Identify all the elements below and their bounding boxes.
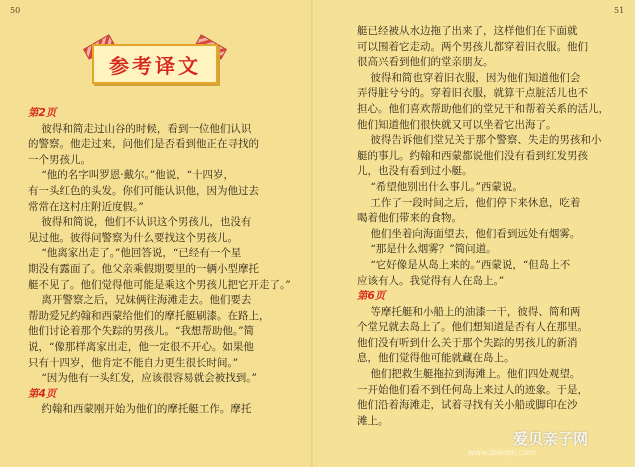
text-line: 他们把救生艇拖拉到海滩上。他们四处观望。 xyxy=(357,368,581,381)
text-line: 他们没有听到什么关于那个失踪的男孩儿的新消 xyxy=(357,336,578,349)
text-line: “希望他别出什么事儿。”西蒙说。 xyxy=(357,180,523,193)
text-line: 有一头红色的头发。你们可能认识他，因为他过去 xyxy=(28,184,259,197)
text-line: 期没有露面了。他父亲乘假期要里的一辆小型摩托 xyxy=(28,262,259,275)
text-line: 可以围着它走动。两个男孩儿都穿着旧衣服。他们 xyxy=(357,40,588,53)
text-line: 见过他。彼得问警察为什么要找这个男孩儿。 xyxy=(28,231,238,244)
text-line: 担心。他们喜欢帮助他们的堂兄干和帮着关系的活儿， xyxy=(357,102,609,115)
text-line: 彼得告诉他们堂兄关于那个警察、失走的男孩和小 xyxy=(357,134,602,147)
text-line: “因为他有一头红发，应该很容易就会被找到。” xyxy=(28,372,257,385)
text-line: “他离家出走了。”他回答说，“已经有一个星 xyxy=(28,247,242,260)
text-line: 喝着他们带来的食物。 xyxy=(357,212,462,225)
text-line: 艇不见了。他们觉得他可能是乘这个男孩儿把它开走了。” xyxy=(28,278,291,291)
left-page-text xyxy=(28,106,310,418)
text-line: 很高兴看到他们的堂亲朋友。 xyxy=(357,56,494,69)
text-line: 约翰和西蒙刚开始为他们的摩托艇工作。摩托 xyxy=(28,403,252,416)
watermark-url: www.ibeiqin.com xyxy=(468,448,536,457)
text-line: 他们知道他们很快就又可以坐着它出海了。 xyxy=(357,118,557,131)
text-line: 他们讨论着那个失踪的男孩儿。“我想帮助他。”简 xyxy=(28,325,254,338)
text-line: 艇已经被从水边拖了出来了，这样他们在下面就 xyxy=(357,25,578,37)
text-line: 艇的事儿。约翰和西蒙都说他们没有看到红发男孩 xyxy=(357,149,588,162)
text-line: 常常在这村庄附近度假。” xyxy=(28,200,144,213)
right-page-text xyxy=(357,24,619,429)
text-line: 应该有人。我觉得有人在岛上。” xyxy=(357,274,505,287)
page-section-heading: 第4页 xyxy=(28,387,57,400)
right-page xyxy=(317,0,635,467)
reference-translation-banner xyxy=(92,44,218,84)
text-line: 息，他们觉得他可能就藏在岛上。 xyxy=(357,352,515,365)
text-line: 彼得和简走过山谷的时候，看到一位他们认识 xyxy=(28,122,252,135)
page-section-heading: 第2页 xyxy=(28,107,57,119)
text-line: 儿，也没有看到过小艇。 xyxy=(357,165,473,178)
text-line: 弄得脏兮兮的。穿着旧衣服，就算干点脏活儿也不 xyxy=(357,87,588,100)
text-line: “它好像是从岛上来的。”西蒙说，“但岛上不 xyxy=(357,258,571,271)
page-number-right: 51 xyxy=(614,6,625,15)
text-line: 说，“像那样离家出走，他一定很不开心。如果他 xyxy=(28,340,254,353)
text-line: 彼得和简也穿着旧衣服，因为他们知道他们会 xyxy=(357,71,581,84)
banner-card xyxy=(92,44,218,84)
text-line: “他的名字叫罗恩·戴尔。”他说，“十四岁， xyxy=(28,169,235,182)
text-line: “那是什么烟雾？”简问道。 xyxy=(357,243,497,256)
text-line: 滩上。 xyxy=(357,414,389,427)
text-line: 工作了一段时间之后，他们停下来休息，吃着 xyxy=(357,196,581,209)
text-line: 离开警察之后，兄妹俩往海滩走去。他们要去 xyxy=(28,294,252,307)
text-line: 他们坐着向海面望去，他们看到远处有烟雾。 xyxy=(357,227,581,240)
text-line: 的警察。他走过来，问他们是否看到他正在寻找的 xyxy=(28,138,259,151)
left-page xyxy=(0,0,313,467)
text-line: 他们沿着海滩走，试着寻找有关小船或脚印在沙 xyxy=(357,399,578,412)
text-line: 一个男孩儿。 xyxy=(28,153,91,166)
text-line: 个堂兄就去岛上了。他们想知道是否有人在那里。 xyxy=(357,321,588,334)
text-line: 一开始他们看不到任何岛上来过人的迹象。于是， xyxy=(357,383,588,396)
page-number-left: 50 xyxy=(10,6,21,15)
text-line: 只有十四岁，他肯定不能自力更生很长时间。” xyxy=(28,356,239,369)
text-line: 彼得和简说，他们不认识这个男孩儿，也没有 xyxy=(28,216,252,229)
banner-title: 参考译文 xyxy=(109,53,201,78)
watermark-logo: 爱贝亲子网 xyxy=(513,430,589,448)
page-section-heading: 第6页 xyxy=(357,290,386,303)
text-line: 帮助爱兄约翰和西蒙给他们的摩托艇刷漆。在路上， xyxy=(28,309,270,322)
text-line: 等摩托艇和小船上的油漆一干，彼得、简和两 xyxy=(357,305,581,318)
